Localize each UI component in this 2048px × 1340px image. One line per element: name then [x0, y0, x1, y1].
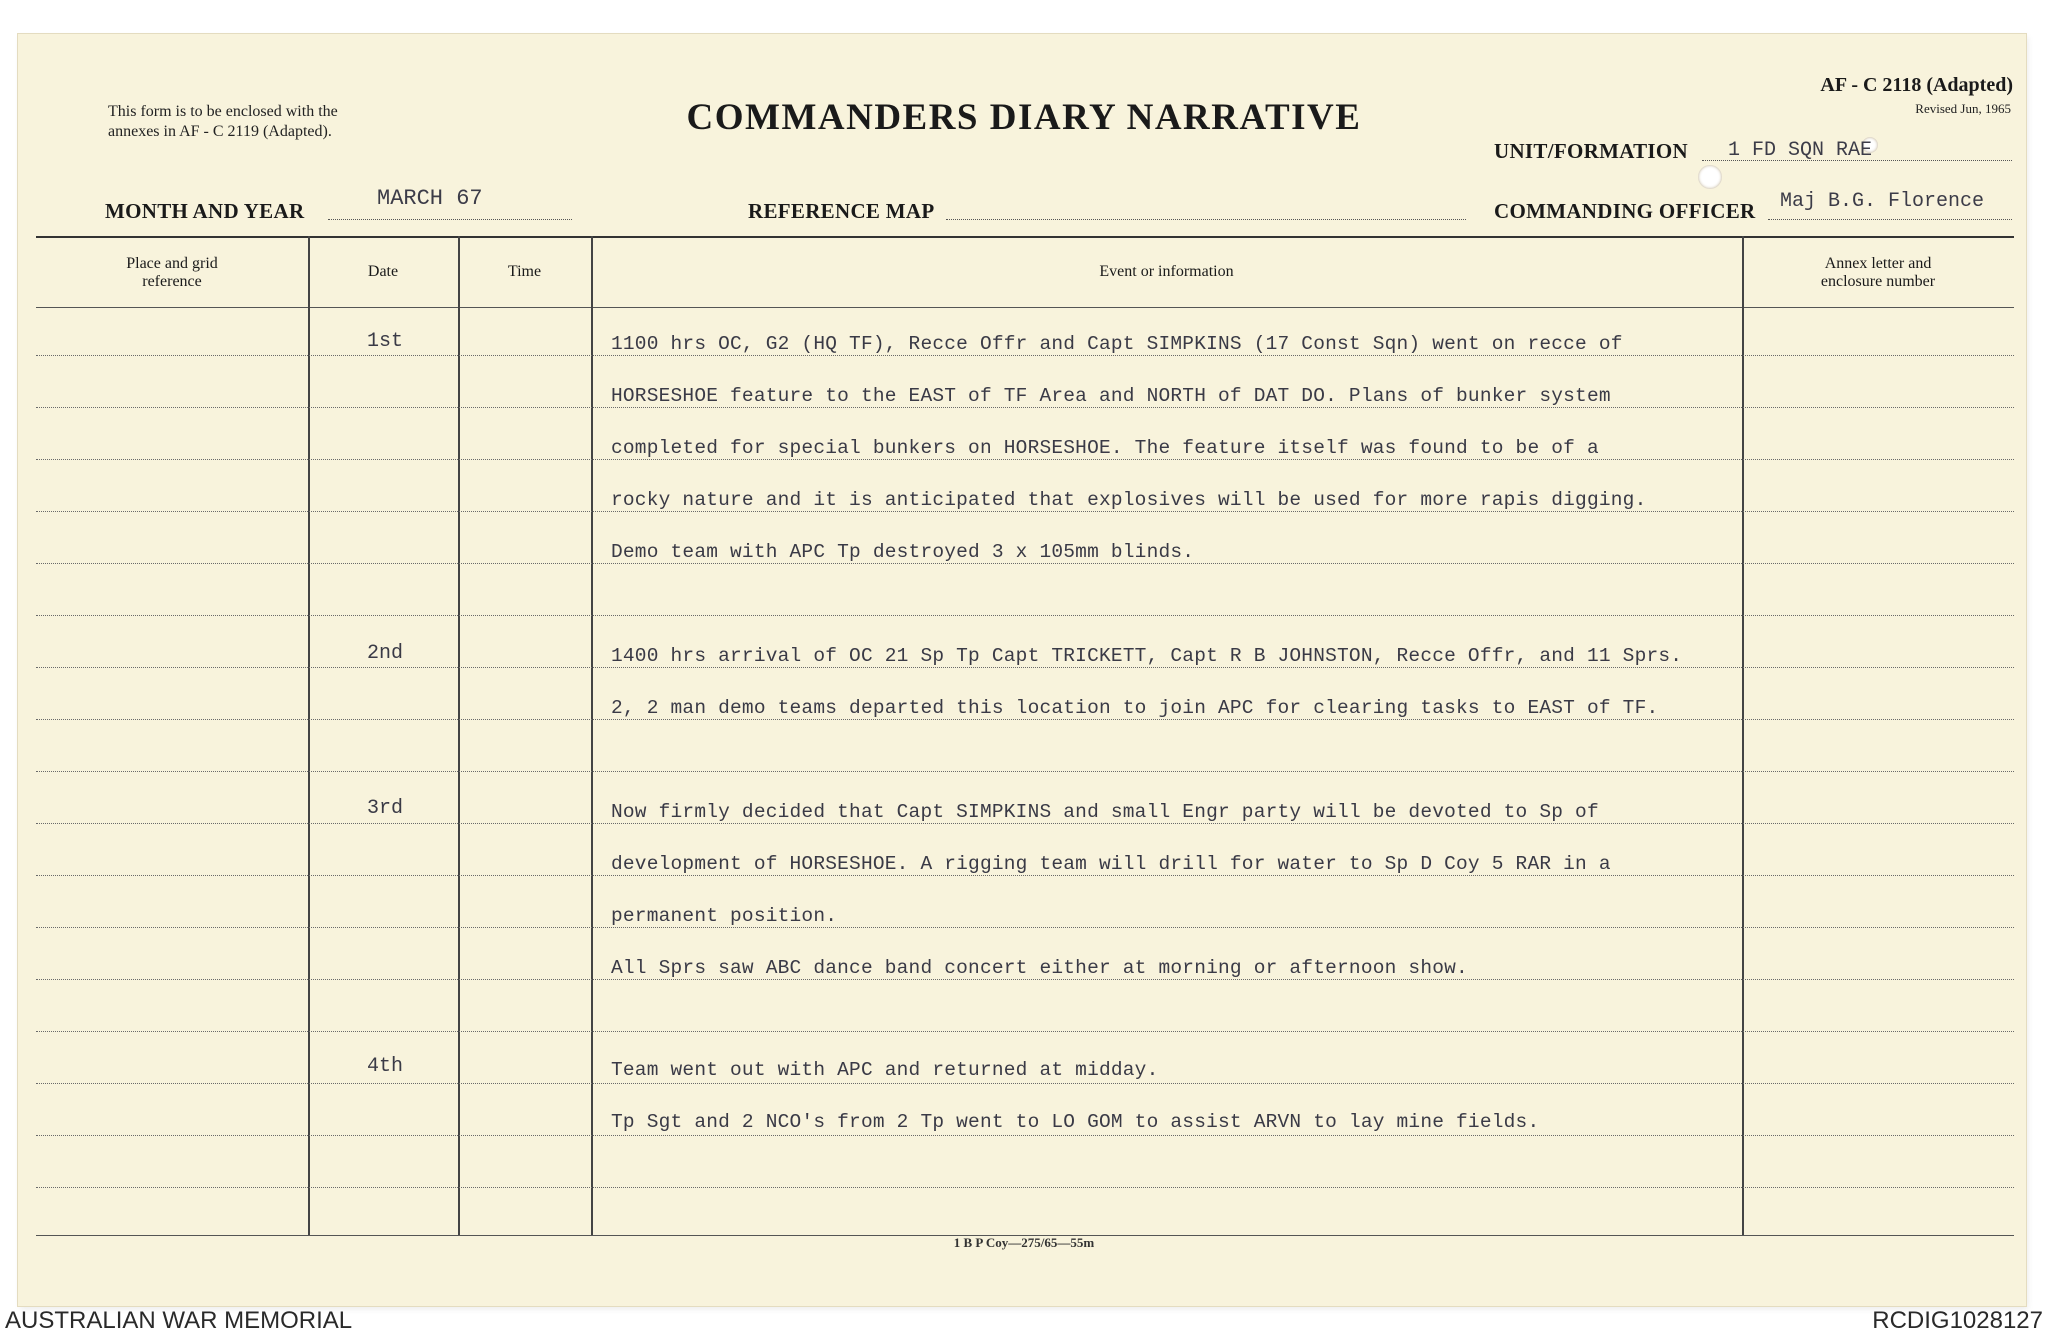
ruled-line — [36, 511, 2014, 512]
ruled-line — [36, 667, 2014, 668]
commanding-officer-label: COMMANDING OFFICER — [1494, 199, 1756, 223]
entry-line: permanent position. — [611, 905, 838, 927]
ruled-line — [36, 979, 2014, 980]
entry-line: rocky nature and it is anticipated that explosives will be used for more rapis digging. — [611, 489, 1647, 511]
punch-hole — [1698, 165, 1722, 189]
ruled-line — [36, 823, 2014, 824]
entry-date: 1st — [367, 330, 404, 353]
entry-date: 3rd — [367, 797, 404, 820]
reference-map-label: REFERENCE MAP — [748, 199, 935, 223]
ruled-line — [36, 1135, 2014, 1136]
column-header-place-line2: reference — [142, 273, 202, 290]
enclosure-note-line1: This form is to be enclosed with the — [108, 103, 338, 120]
column-header-time: Time — [507, 263, 542, 280]
month-year-label: MONTH AND YEAR — [105, 199, 305, 223]
ruled-line — [36, 407, 2014, 408]
column-header-date: Date — [367, 263, 399, 280]
column-header-annex — [1742, 255, 2014, 291]
ruled-line — [36, 927, 2014, 928]
month-year-line — [328, 219, 572, 220]
column-divider — [1742, 236, 1744, 1236]
commanding-officer-value: Maj B.G. Florence — [1780, 190, 1985, 213]
column-header-place-line1: Place and grid — [126, 255, 218, 272]
column-divider — [458, 236, 460, 1236]
ruled-line — [36, 719, 2014, 720]
entry-line: HORSESHOE feature to the EAST of TF Area and NORTH of DAT DO. Plans of bunker system — [611, 385, 1611, 407]
ruled-line — [36, 355, 2014, 356]
enclosure-note-line2: annexes in AF - C 2119 (Adapted). — [108, 123, 332, 140]
unit-formation-label: UNIT/FORMATION — [1494, 139, 1688, 163]
ruled-line — [36, 1031, 2014, 1032]
watermark-record-id: RCDIG1028127 — [1872, 1307, 2043, 1334]
column-header-annex-line2: enclosure number — [1820, 273, 1936, 290]
column-header-place — [36, 255, 308, 291]
ruled-line — [36, 875, 2014, 876]
entry-line: Now firmly decided that Capt SIMPKINS and small Engr party will be devoted to Sp of — [611, 801, 1599, 823]
ruled-line — [36, 615, 2014, 616]
ruled-line — [36, 459, 2014, 460]
entry-line: All Sprs saw ABC dance band concert either at morning or afternoon show. — [611, 957, 1468, 979]
reference-map-line — [946, 219, 1466, 220]
page-title: COMMANDERS DIARY NARRATIVE — [686, 97, 1362, 138]
form-code: AF - C 2118 (Adapted) — [1820, 74, 2013, 96]
entry-line: development of HORSESHOE. A rigging team will drill for water to Sp D Coy 5 RAR in a — [611, 853, 1611, 875]
commanding-officer-line — [1768, 219, 2012, 220]
entry-line: Tp Sgt and 2 NCO's from 2 Tp went to LO GOM to assist ARVN to lay mine fields. — [611, 1111, 1540, 1133]
month-year-value: MARCH 67 — [377, 186, 483, 211]
ruled-line — [36, 1187, 2014, 1188]
entry-date: 2nd — [367, 642, 404, 665]
entry-line: 2, 2 man demo teams departed this location to join APC for clearing tasks to EAST of TF. — [611, 697, 1659, 719]
ruled-line — [36, 1083, 2014, 1084]
entry-line: Team went out with APC and returned at midday. — [611, 1059, 1159, 1081]
form-revision-date: Revised Jun, 1965 — [1915, 101, 2011, 116]
column-header-annex-line1: Annex letter and — [1824, 255, 1932, 272]
watermark-institution: AUSTRALIAN WAR MEMORIAL — [5, 1307, 353, 1334]
column-divider — [591, 236, 593, 1236]
column-divider — [308, 236, 310, 1236]
entry-line: 1400 hrs arrival of OC 21 Sp Tp Capt TRICKETT, Capt R B JOHNSTON, Recce Offr, and 11 Sprs. — [611, 645, 1683, 667]
ruled-line — [36, 563, 2014, 564]
table-header-border — [36, 307, 2014, 308]
entry-date: 4th — [367, 1055, 404, 1078]
printer-imprint: 1 B P Coy—275/65—55m — [953, 1235, 1095, 1250]
entry-line: Demo team with APC Tp destroyed 3 x 105mm blinds. — [611, 541, 1195, 563]
entry-line: completed for special bunkers on HORSESHOE. The feature itself was found to be of a — [611, 437, 1599, 459]
ruled-line — [36, 771, 2014, 772]
table-top-border — [36, 236, 2014, 238]
column-header-event: Event or information — [1099, 263, 1234, 280]
unit-formation-value: 1 FD SQN RAE — [1728, 139, 1873, 162]
entry-line: 1100 hrs OC, G2 (HQ TF), Recce Offr and Capt SIMPKINS (17 Const Sqn) went on recce of — [611, 333, 1623, 355]
